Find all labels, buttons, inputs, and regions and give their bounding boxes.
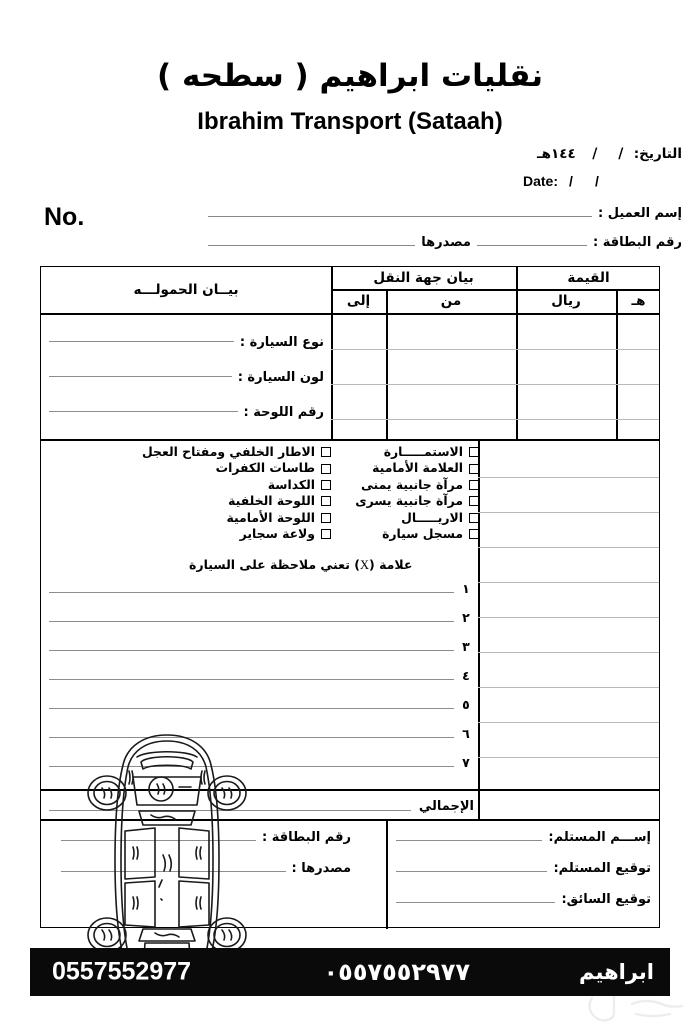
header-bottom-rule bbox=[41, 313, 659, 315]
company-title-arabic: نقليات ابراهيم ( سطحه ) bbox=[156, 58, 544, 94]
observation-line-number-7: ٧ bbox=[462, 754, 470, 770]
checklist-right-label-3: مرآة جانبية يمنى bbox=[361, 476, 463, 492]
observation-line-3[interactable] bbox=[49, 637, 474, 653]
observation-line-input-2[interactable] bbox=[49, 620, 454, 622]
vehicle-plate-row bbox=[49, 403, 324, 421]
observation-line-number-3: ٣ bbox=[462, 638, 470, 654]
customer-name-row bbox=[202, 206, 682, 221]
value-rule-5 bbox=[478, 512, 659, 513]
observation-line-number-5: ٥ bbox=[462, 696, 470, 712]
card-source-label: مصدرها bbox=[421, 235, 471, 250]
value-rule-11 bbox=[478, 722, 659, 723]
col-header-value: القيمة bbox=[567, 270, 610, 286]
receiver-name-input[interactable] bbox=[396, 839, 542, 841]
hijri-year: ١٤٤هـ bbox=[537, 146, 576, 162]
footer-phone-latin: 0557552977 bbox=[52, 957, 192, 986]
divider-signature-columns bbox=[386, 819, 388, 929]
date-en-slash-1[interactable]: / bbox=[569, 173, 573, 189]
value-rule-8 bbox=[478, 617, 659, 618]
card-number-input[interactable] bbox=[477, 244, 587, 246]
note-prefix: علامة ( bbox=[369, 557, 413, 572]
checklist-left-item-5[interactable] bbox=[181, 510, 331, 526]
checkbox-icon[interactable] bbox=[321, 480, 331, 490]
value-rule-3 bbox=[331, 419, 659, 420]
checklist-left-label-4: اللوحة الخلفية bbox=[228, 493, 315, 509]
note-suffix: ) تعني ملاحظة على السيارة bbox=[189, 557, 360, 572]
footer-owner-name: ابراهيم bbox=[579, 960, 654, 984]
footer-contact-bar bbox=[30, 948, 670, 996]
section-rule-specs-bottom bbox=[41, 439, 659, 441]
checklist-left-label-3: الكداسة bbox=[267, 476, 315, 492]
observation-line-2[interactable] bbox=[49, 608, 474, 624]
customer-name-input[interactable] bbox=[208, 215, 592, 217]
hijri-date-row bbox=[537, 146, 682, 162]
checklist-right-label-2: العلامة الأمامية bbox=[372, 460, 463, 476]
checkbox-icon[interactable] bbox=[469, 496, 479, 506]
driver-signature-row bbox=[396, 892, 651, 912]
checkbox-icon[interactable] bbox=[321, 496, 331, 506]
serial-number-label: No. bbox=[44, 203, 85, 231]
checkbox-icon[interactable] bbox=[469, 464, 479, 474]
value-rule-12 bbox=[478, 757, 659, 758]
customer-card-row bbox=[202, 235, 682, 250]
col-header-cargo: بيــان الحمولـــه bbox=[133, 282, 239, 298]
receiver-signature-label: توقيع المستلم: bbox=[553, 861, 651, 876]
note-mark: X bbox=[359, 558, 370, 572]
checklist-right-label-6: مسجل سيارة bbox=[382, 525, 463, 541]
checkbox-icon[interactable] bbox=[321, 447, 331, 457]
gregorian-date-row bbox=[523, 173, 610, 189]
receiver-signature-row bbox=[396, 861, 651, 881]
date-label-arabic: التاريخ: bbox=[633, 146, 682, 162]
checklist-right-label-5: الاريـــــال bbox=[401, 509, 463, 525]
card-source-input[interactable] bbox=[208, 244, 415, 246]
checklist-right-item-2[interactable] bbox=[331, 460, 479, 476]
checkbox-icon[interactable] bbox=[469, 480, 479, 490]
date-label-english: Date: bbox=[522, 173, 558, 189]
checklist-right-label-4: مرآة جانبية يسرى bbox=[355, 493, 463, 509]
value-rule-6 bbox=[478, 547, 659, 548]
checklist-left-item-3[interactable] bbox=[181, 477, 331, 493]
receiver-name-row bbox=[396, 830, 651, 850]
site-watermark bbox=[580, 992, 690, 1026]
signature-card-number-label: رقم البطاقة : bbox=[261, 830, 351, 845]
date-slash-2[interactable]: / bbox=[592, 146, 598, 162]
receiver-name-label: إســـم المستلم: bbox=[548, 830, 651, 845]
observation-line-input-4[interactable] bbox=[49, 678, 454, 680]
observation-line-4[interactable] bbox=[49, 666, 474, 682]
checklist-left-label-2: طاسات الكفرات bbox=[215, 460, 315, 476]
receiver-signature-input[interactable] bbox=[396, 870, 547, 872]
footer-phone-arabic: ٠٥٥٧٥٥٢٩٧٧ bbox=[323, 958, 470, 986]
checklist-right-item-6[interactable] bbox=[331, 526, 479, 542]
checklist-right-item-5[interactable] bbox=[331, 510, 479, 526]
vehicle-color-input[interactable] bbox=[49, 375, 232, 377]
checkbox-icon[interactable] bbox=[321, 529, 331, 539]
observation-line-number-6: ٦ bbox=[462, 725, 470, 741]
checklist-right-item-4[interactable] bbox=[331, 493, 479, 509]
date-en-slash-2[interactable]: / bbox=[595, 173, 599, 189]
vehicle-type-row bbox=[49, 333, 324, 351]
checkbox-icon[interactable] bbox=[321, 464, 331, 474]
checkbox-icon[interactable] bbox=[469, 529, 479, 539]
value-rule-2 bbox=[331, 384, 659, 385]
observation-line-number-4: ٤ bbox=[462, 667, 470, 683]
checklist-right-label-1: الاستمـــــارة bbox=[383, 443, 463, 459]
observation-line-input-5[interactable] bbox=[49, 707, 454, 709]
driver-signature-input[interactable] bbox=[396, 901, 555, 903]
divider-total-value bbox=[478, 789, 480, 819]
observation-line-number-1: ١ bbox=[462, 580, 470, 596]
col-header-from: من bbox=[440, 293, 462, 309]
checklist-left-column bbox=[141, 443, 331, 542]
checklist-left-label-6: ولاعة سجاير bbox=[239, 525, 315, 541]
checkbox-icon[interactable] bbox=[321, 513, 331, 523]
col-header-to: إلى bbox=[346, 293, 371, 309]
x-mark-note bbox=[189, 557, 412, 573]
value-rule-7 bbox=[478, 582, 659, 583]
checklist-right-item-1[interactable] bbox=[331, 444, 479, 460]
observation-line-input-3[interactable] bbox=[49, 649, 454, 651]
date-slash-1[interactable]: / bbox=[618, 146, 624, 162]
vehicle-type-input[interactable] bbox=[49, 340, 234, 342]
checkbox-icon[interactable] bbox=[469, 447, 479, 457]
checklist-left-item-2[interactable] bbox=[181, 460, 331, 476]
checklist-left-label-5: اللوحة الأمامية bbox=[226, 509, 315, 525]
col-header-transport: بيان جهة النقل bbox=[373, 270, 474, 286]
value-rule-4 bbox=[478, 477, 659, 478]
signature-card-source-label: مصدرها : bbox=[291, 861, 351, 876]
vehicle-plate-input[interactable] bbox=[49, 410, 238, 412]
checklist-right-column bbox=[331, 444, 479, 542]
vehicle-color-row bbox=[49, 368, 324, 386]
checklist-left-item-1[interactable] bbox=[141, 443, 331, 460]
value-rule-10 bbox=[478, 687, 659, 688]
total-label: الإجمالي bbox=[418, 799, 474, 814]
observation-line-number-2: ٢ bbox=[462, 609, 470, 625]
checklist-left-label-1: الاطار الخلفي ومفتاح العجل bbox=[141, 443, 315, 459]
checklist-right-item-3[interactable] bbox=[331, 477, 479, 493]
vehicle-type-label: نوع السيارة : bbox=[239, 334, 324, 350]
company-title-english: Ibrahim Transport (Sataah) bbox=[197, 108, 503, 135]
vehicle-plate-label: رقم اللوحة : bbox=[243, 404, 324, 420]
main-table bbox=[40, 266, 660, 928]
col-header-riyal: ريال bbox=[551, 293, 581, 309]
checkbox-icon[interactable] bbox=[469, 513, 479, 523]
vehicle-color-label: لون السيارة : bbox=[237, 369, 324, 385]
observation-line-1[interactable] bbox=[49, 579, 474, 595]
value-rule-9 bbox=[478, 652, 659, 653]
checklist-left-item-4[interactable] bbox=[181, 493, 331, 509]
customer-name-label: إسم العميل : bbox=[598, 206, 682, 221]
value-rule-1 bbox=[331, 349, 659, 350]
observation-line-5[interactable] bbox=[49, 695, 474, 711]
col-header-halala: هـ bbox=[631, 293, 646, 309]
card-number-label: رقم البطاقة : bbox=[592, 235, 682, 250]
checklist-left-item-6[interactable] bbox=[181, 526, 331, 542]
driver-signature-label: توقيع السائق: bbox=[561, 892, 651, 907]
observation-line-input-1[interactable] bbox=[49, 591, 454, 593]
